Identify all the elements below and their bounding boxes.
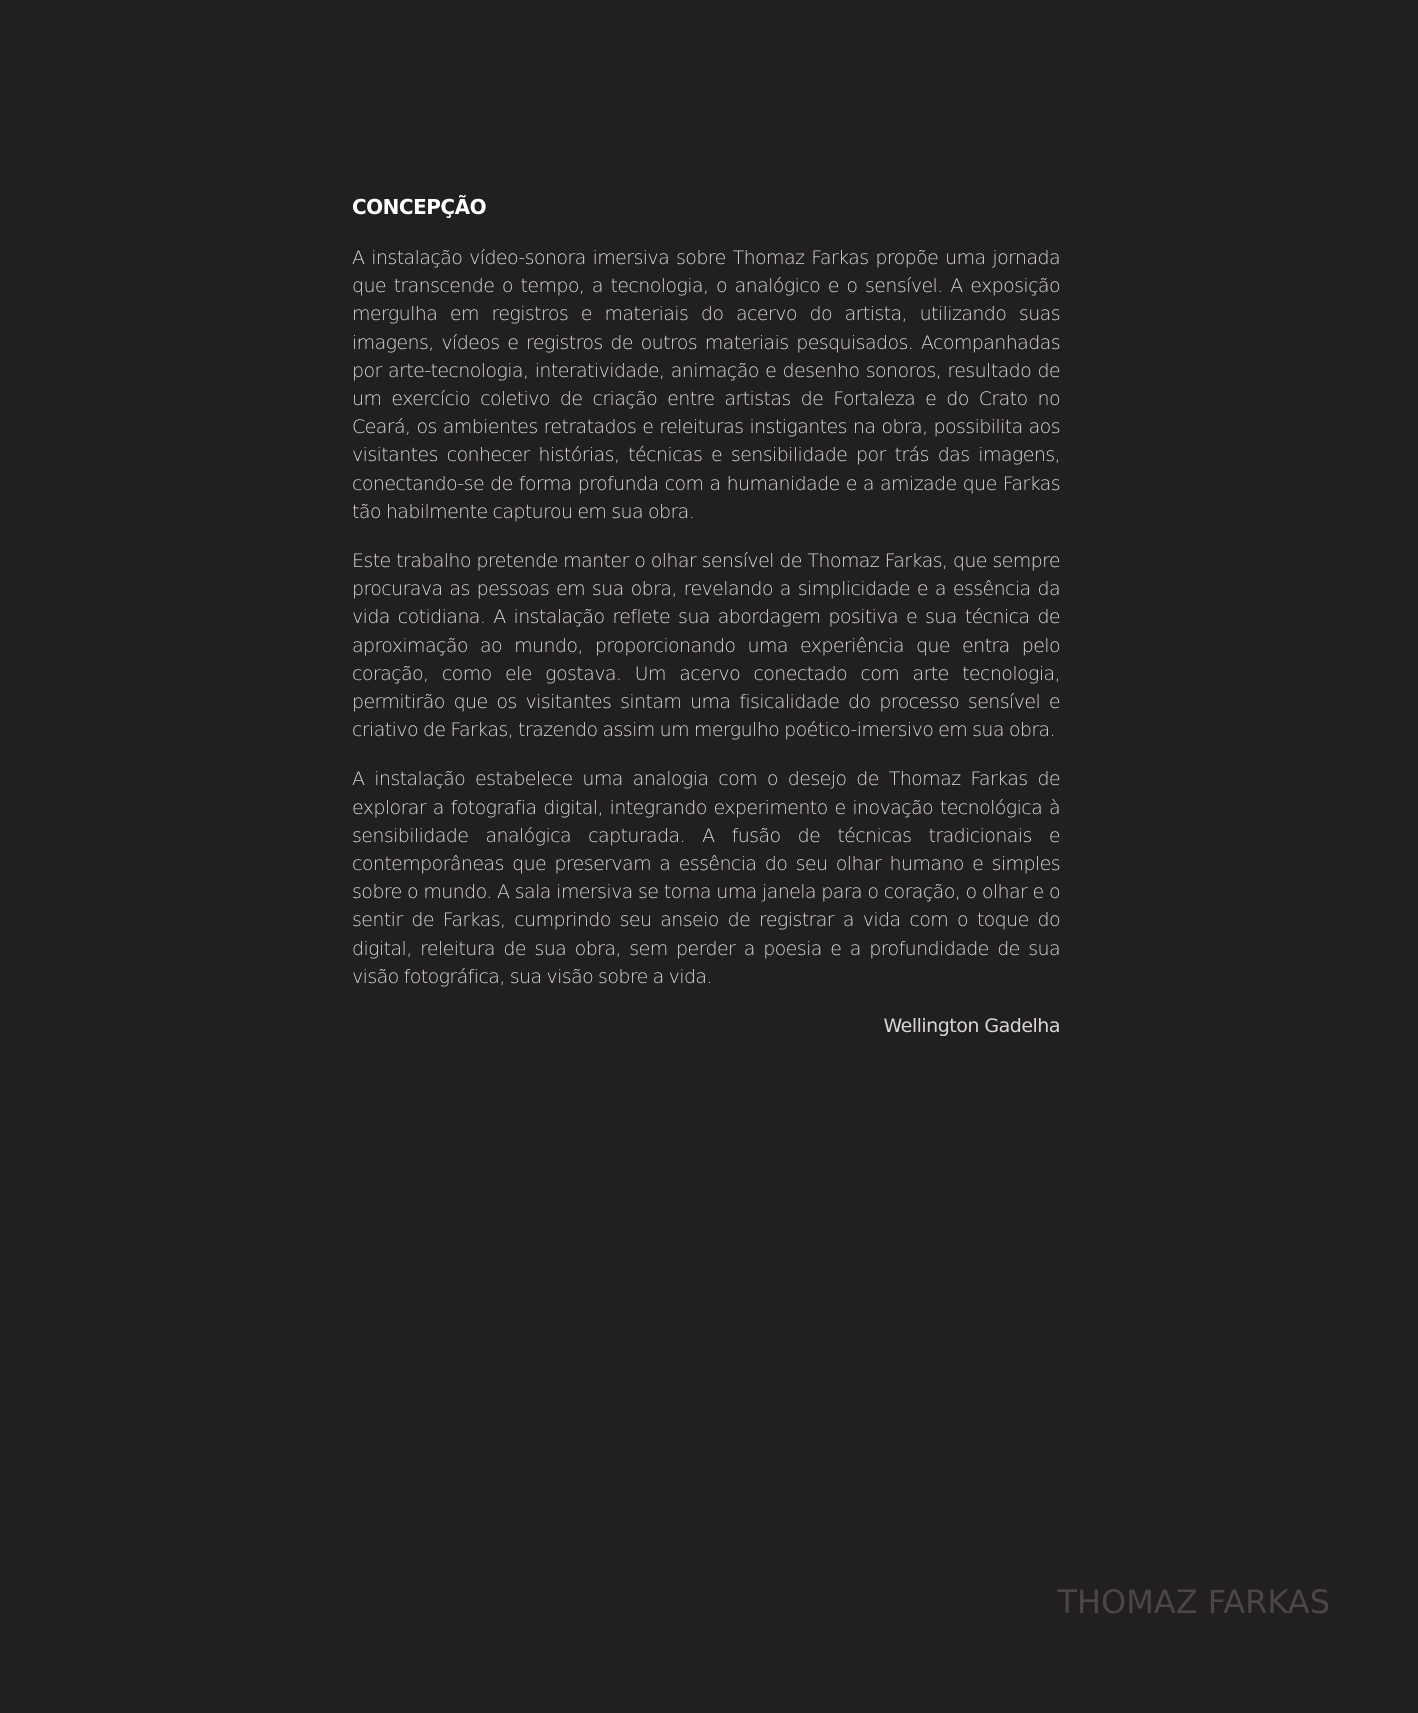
author-signature: Wellington Gadelha (883, 1015, 1060, 1038)
paragraph-1: A instalação vídeo-sonora imersiva sobre Thomaz Farkas propõe uma jornada que transcende o tempo, a tecnologia, o analógico e o sensível. A exposição mergulha em registros e materiais do acervo do artista, utilizando suas imagens, vídeos e registros de outros materiais pesquisados. Acompanhadas por arte-tecnologia, interatividade, animação e desenho sonoros, resultado de um exercício coletivo de criação entre artistas de Fortaleza e do Crato no Ceará, os ambientes retratados e releituras instigantes na obra, possibilita aos visitantes conhecer histórias, técnicas e sensibilidade por trás das imagens, conectando-se de forma profunda com a humanidade e a amizade que Farkas tão habilmente capturou em sua obra. (352, 247, 1060, 523)
section-title: CONCEPÇÃO (352, 195, 487, 219)
text-column (352, 193, 1060, 1040)
paragraph-2: Este trabalho pretende manter o olhar sensível de Thomaz Farkas, que sempre procurava as pessoas em sua obra, revelando a simplicidade e a essência da vida cotidiana. A instalação reflete sua abordagem positiva e sua técnica de aproximação ao mundo, proporcionando uma experiência que entra pelo coração, como ele gostava. Um acervo conectado com arte tecnologia, permitirão que os visitantes sintam uma fisicalidade do processo sensível e criativo de Farkas, trazendo assim um mergulho poético-imersivo em sua obra. (352, 550, 1060, 742)
paragraph-3: A instalação estabelece uma analogia com o desejo de Thomaz Farkas de explorar a fotografia digital, integrando experimento e inovação tecnológica à sensibilidade analógica capturada. A fusão de técnicas tradicionais e contemporâneas que preservam a essência do seu olhar humano e simples sobre o mundo. A sala imersiva se torna uma janela para o coração, o olhar e o sentir de Farkas, cumprindo seu anseio de registrar a vida com o toque do digital, releitura de sua obra, sem perder a poesia e a profundidade de sua visão fotográfica, sua visão sobre a vida. (352, 768, 1060, 988)
footer-title: THOMAZ FARKAS (1057, 1583, 1330, 1621)
